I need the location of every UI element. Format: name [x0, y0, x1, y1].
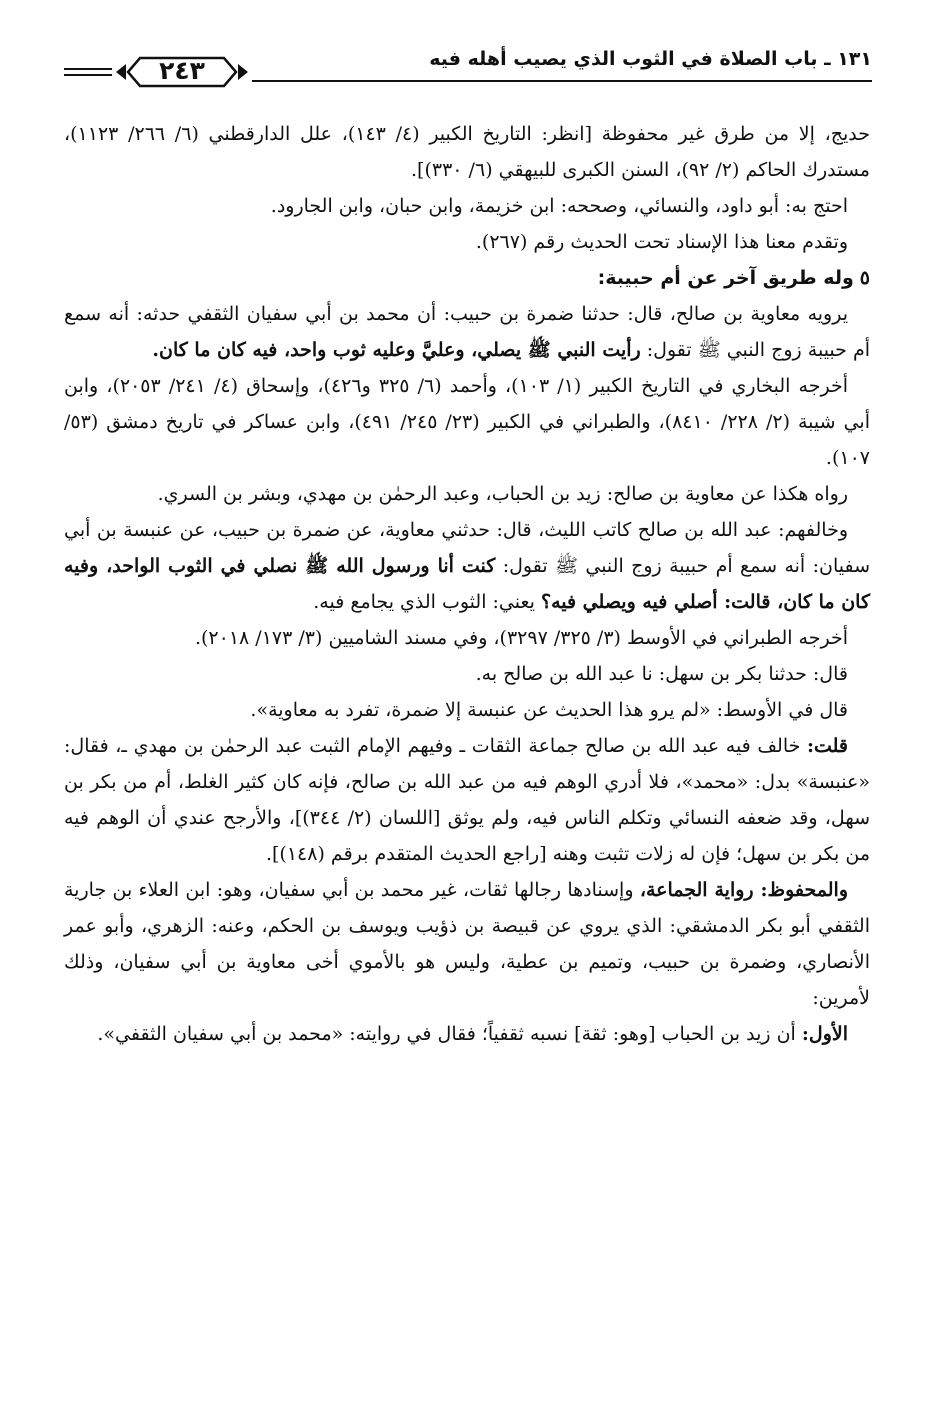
paragraph-11-text: خالف فيه عبد الله بن صالح جماعة الثقات ـ وفيهم الإمام الثبت عبد الرحمٰن بن مهدي ـ، فقال: «عنبسة» بدل: «محمد»، فلا أدري الوهم فيه من عبد الله بن صالح، فإنه كان كثير الغلط، أم من بكر بن سهل، وقد ضعفه النسائي وتكلم الناس فيه، ولم يوثق [اللسان (٢/ ٣٤٤)]، والأرجح عندي أن الوهم فيه من بكر بن سهل؛ فإن له زلات تثبت وهنه [راجع الحديث المتقدم برقم (١٤٨)].	[64, 735, 870, 865]
paragraph-3: وتقدم معنا هذا الإسناد تحت الحديث رقم (٢٦٧).	[475, 231, 848, 253]
paragraph-7-text: وخالفهم: عبد الله بن صالح كاتب الليث، قال: حدثني معاوية، عن ضمرة بن حبيب، عن عنبسة بن أبي سفيان: أنه سمع أم حبيبة زوج النبي ﷺ تقول:	[64, 519, 870, 577]
paragraph-13	[64, 1016, 870, 1052]
paragraph-2: احتج به: أبو داود، والنسائي، وصححه: ابن خزيمة، وابن حبان، وابن الجارود.	[270, 195, 848, 217]
header-rule-left-top	[64, 68, 112, 70]
bullet-icon: ٥	[859, 267, 870, 289]
paragraph-13-text: أن زيد بن الحباب [وهو: ثقة] نسبه ثقفياً؛ فقال في روايته: «محمد بن أبي سفيان الثقفي».	[97, 1023, 802, 1045]
paragraph-4-text: يرويه معاوية بن صالح، قال: حدثنا ضمرة بن حبيب: أن محمد بن أبي سفيان الثقفي حدثه: أنه سمع أم حبيبة زوج النبي ﷺ تقول:	[64, 303, 870, 361]
paragraph-11-label: قلت:	[806, 735, 848, 757]
section-heading-text: وله طريق آخر عن أم حبيبة:	[597, 267, 854, 289]
running-title: ١٣١ ـ باب الصلاة في الثوب الذي يصيب أهله فيه	[429, 48, 872, 70]
page-number-badge	[112, 54, 252, 90]
paragraph-11	[64, 728, 870, 872]
paragraph-10: قال في الأوسط: «لم يرو هذا الحديث عن عنبسة إلا ضمرة، تفرد به معاوية».	[250, 699, 848, 721]
paragraph-12	[64, 872, 870, 1016]
page-body	[64, 116, 870, 1052]
paragraph-7	[64, 512, 870, 620]
paragraph-7-hadith: كنت أنا ورسول الله ﷺ نصلي في الثوب الواحد، وفيه كان ما كان، قالت: أصلي فيه ويصلي فيه؟	[64, 555, 870, 613]
paragraph-4-hadith: رأيت النبي ﷺ يصلي، وعليَّ وعليه ثوب واحد، فيه كان ما كان.	[152, 339, 641, 361]
paragraph-4	[64, 296, 870, 368]
page-header	[60, 40, 872, 100]
header-rule-left-bottom	[64, 74, 112, 76]
paragraph-6: رواه هكذا عن معاوية بن صالح: زيد بن الحباب، وعبد الرحمٰن بن مهدي، وبشر بن السري.	[157, 483, 848, 505]
paragraph-9: قال: حدثنا بكر بن سهل: نا عبد الله بن صالح به.	[475, 663, 848, 685]
section-heading	[64, 260, 870, 296]
paragraph-12-text: وإسنادها رجالها ثقات، غير محمد بن أبي سفيان، وهو: ابن العلاء بن جارية الثقفي أبو بكر الدمشقي: الذي يروي عن قبيصة بن ذؤيب ويوسف بن الحكم، وعنه: الزهري، وأبو عمر الأنصاري، وضمرة بن حبيب، وتميم بن عطية، وليس هو بالأموي أخى معاوية بن أبي سفيان، وذلك لأمرين:	[64, 879, 870, 1009]
header-rule	[252, 80, 872, 82]
paragraph-1: حديج، إلا من طرق غير محفوظة [انظر: التاريخ الكبير (٤/ ١٤٣)، علل الدارقطني (٦/ ٢٦٦/ ١١٢٣)، مستدرك الحاكم (٢/ ٩٢)، السنن الكبرى للبيهقي (٦/ ٣٣٠)].	[64, 123, 871, 181]
paragraph-12-label: والمحفوظ: رواية الجماعة،	[639, 879, 848, 901]
paragraph-5: أخرجه البخاري في التاريخ الكبير (١/ ١٠٣)، وأحمد (٦/ ٣٢٥ و٤٢٦)، وإسحاق (٤/ ٢٤١/ ٢٠٥٣)، وابن أبي شيبة (٢/ ٢٢٨/ ٨٤١٠)، والطبراني في الكبير (٢٣/ ٢٤٥/ ٤٩١)، وابن عساكر في تاريخ دمشق (٥٣/ ١٠٧).	[64, 375, 870, 469]
page-number: ٢٤٣	[159, 56, 205, 85]
paragraph-7-note: يعني: الثوب الذي يجامع فيه.	[313, 591, 541, 613]
paragraph-8: أخرجه الطبراني في الأوسط (٣/ ٣٢٥/ ٣٢٩٧)، وفي مسند الشاميين (٣/ ١٧٣/ ٢٠١٨).	[194, 627, 848, 649]
paragraph-13-label: الأول:	[801, 1023, 848, 1045]
